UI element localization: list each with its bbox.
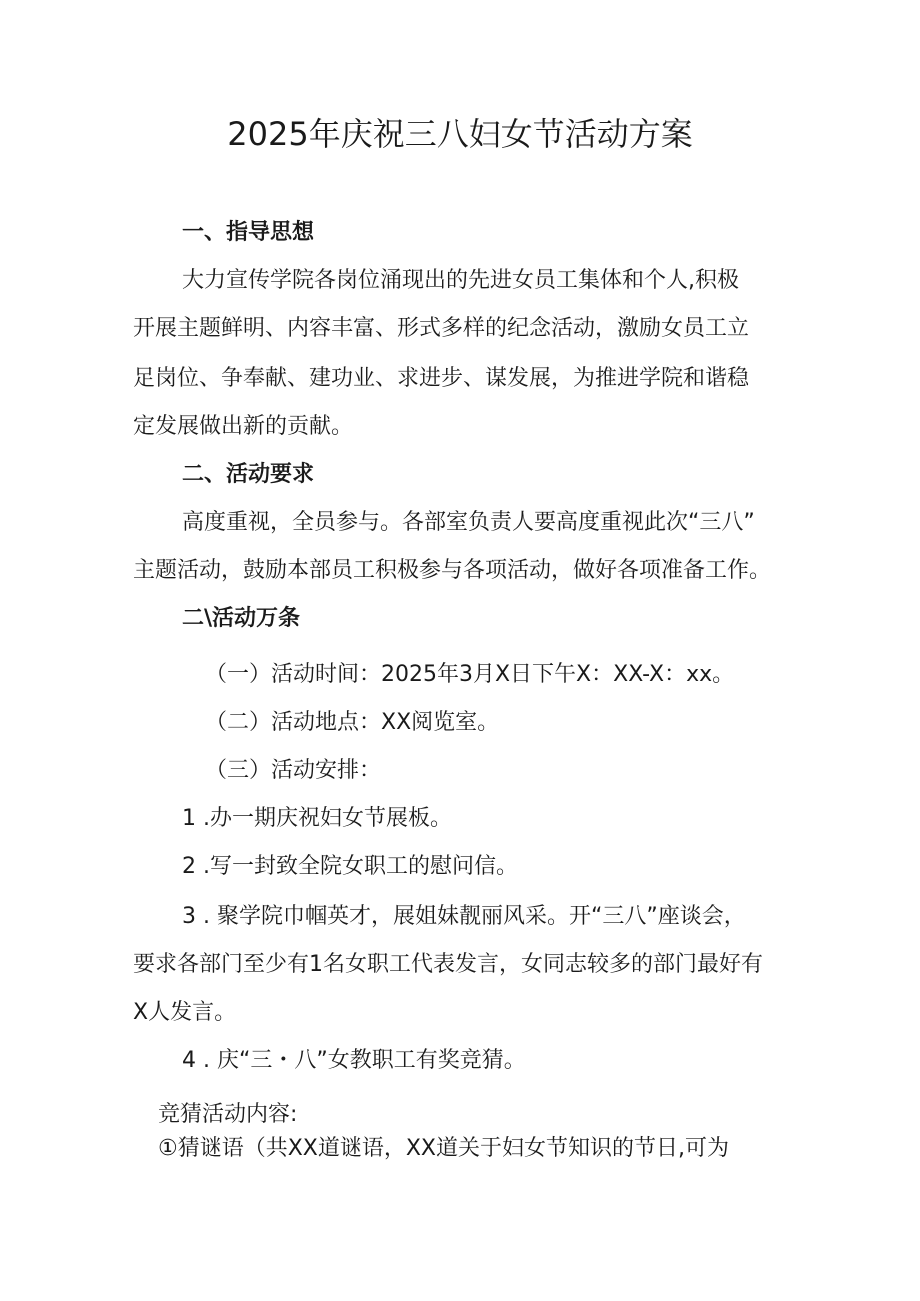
paragraph-line: 定发展做出新的贡献。 (133, 414, 354, 439)
quiz-line: ①猜谜语（共XX道谜语，XX道关于妇女节知识的节日,可为 (158, 1136, 730, 1161)
document-title: 2025年庆祝三八妇女节活动方案 (227, 115, 693, 153)
section-heading-activity-requirements: 二、活动要求 (182, 462, 315, 487)
arrangement-item: 3 . 聚学院巾帼英才，展姐妹靓丽风采。开“三八”座谈会， (182, 904, 746, 929)
arrangement-item-continued: 要求各部门至少有1名女职工代表发言，女同志较多的部门最好有 (133, 952, 763, 977)
arrangement-item: 1 .办一期庆祝妇女节展板。 (182, 806, 452, 831)
paragraph-line: 主题活动，鼓励本部员工积极参与各项活动，做好各项准备工作。 (133, 558, 772, 583)
arrangement-item: 4 . 庆“三・八”女教职工有奖竞猜。 (182, 1048, 526, 1073)
section-heading-guiding-ideology: 一、指导思想 (182, 220, 315, 245)
paragraph-line: 足岗位、争奉献、建功业、求进步、谋发展，为推进学院和谐稳 (133, 366, 750, 391)
paragraph-line: 大力宣传学院各岗位涌现出的先进女员工集体和个人,积极 (182, 268, 739, 293)
plan-item-time: （一）活动时间：2025年3月X日下午X：XX-X：xx。 (205, 662, 735, 687)
section-heading-activity-plan: 二\活动万条 (182, 606, 301, 631)
plan-item-arrangement: （三）活动安排： (205, 758, 382, 783)
arrangement-item-continued: X人发言。 (133, 1000, 237, 1025)
quiz-heading: 竞猜活动内容: (158, 1102, 298, 1127)
paragraph-line: 高度重视，全员参与。各部室负责人要高度重视此次“三八” (182, 510, 755, 535)
plan-item-location: （二）活动地点：XX阅览室。 (205, 710, 500, 735)
arrangement-item: 2 .写一封致全院女职工的慰问信。 (182, 854, 518, 879)
paragraph-line: 开展主题鲜明、内容丰富、形式多样的纪念活动，激励女员工立 (133, 316, 750, 341)
